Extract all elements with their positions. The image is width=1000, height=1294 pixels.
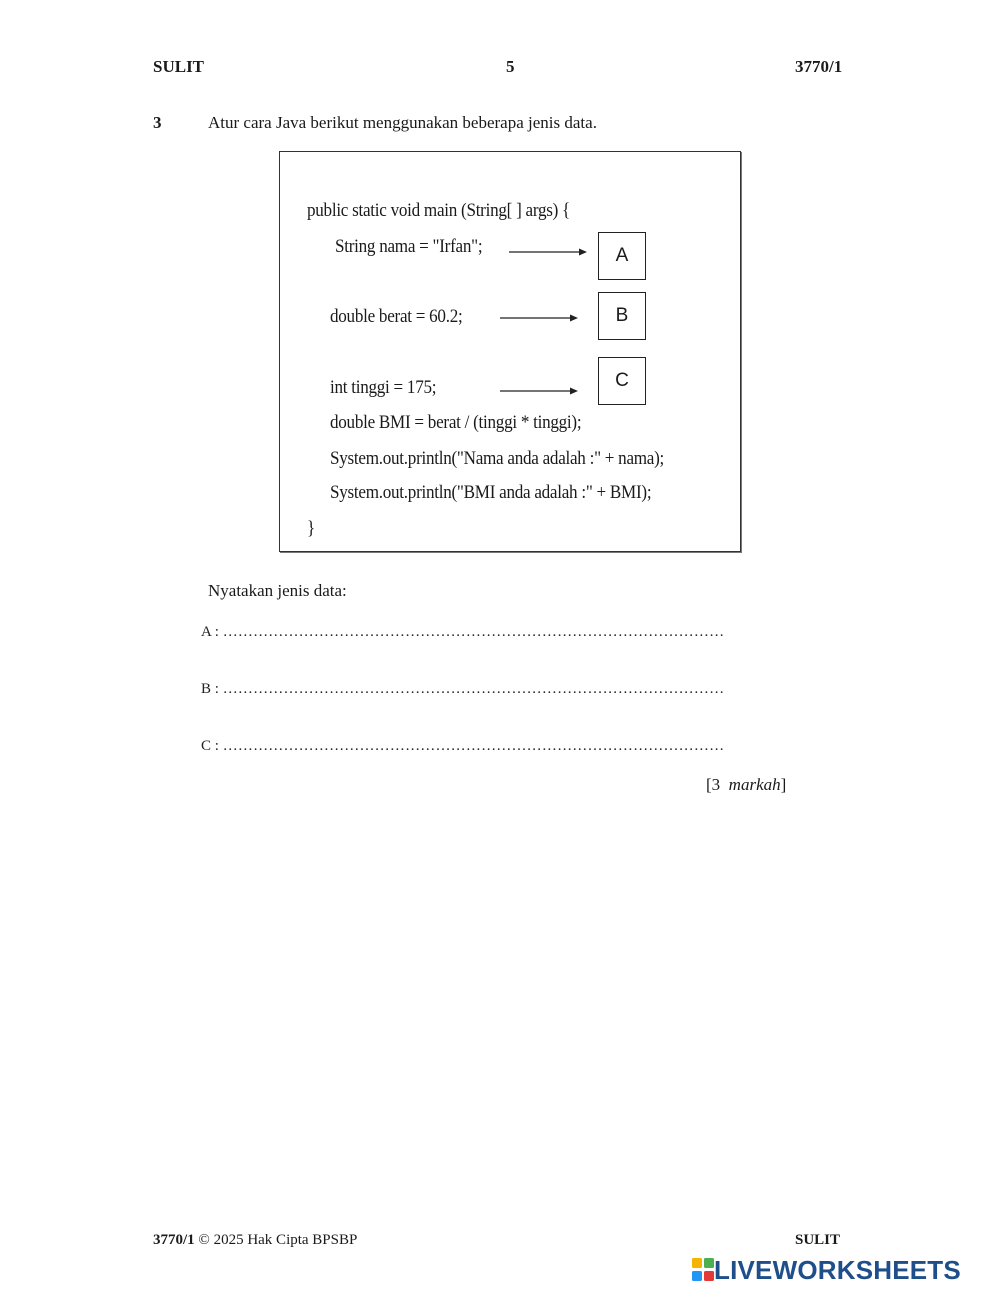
marks-label [706, 775, 786, 795]
liveworksheets-text: LIVEWORKSHEETS [714, 1254, 961, 1285]
marks-word: markah [728, 775, 781, 794]
page-number: 5 [506, 57, 515, 76]
answer-line-b[interactable] [201, 681, 724, 698]
footer-code: 3770/1 [153, 1232, 195, 1248]
box-a: A [598, 232, 646, 280]
code-line-main: public static void main (String[ ] args) { [307, 200, 570, 221]
marks-close: ] [780, 775, 787, 794]
code-line-int: int tinggi = 175; [330, 377, 437, 398]
question-text: Atur cara Java berikut menggunakan beberapa jenis data. [208, 113, 597, 132]
box-c: C [598, 357, 646, 405]
answer-line-c[interactable] [201, 738, 724, 755]
answer-label-a: A : [201, 624, 219, 640]
code-line-print-bmi: System.out.println("BMI anda adalah :" + BMI); [330, 482, 652, 503]
answer-label-b: B : [201, 681, 219, 697]
code-line-string: String nama = "Irfan"; [335, 236, 483, 257]
marks-open: [3 [706, 775, 721, 794]
box-b: B [598, 292, 646, 340]
arrow-to-b [500, 312, 578, 324]
paper-code: 3770/1 [795, 57, 843, 76]
liveworksheets-logo-icon [692, 1258, 714, 1282]
code-line-bmi: double BMI = berat / (tinggi * tinggi); [330, 412, 582, 433]
code-line-print-nama: System.out.println("Nama anda adalah :" + nama); [330, 448, 665, 469]
arrow-to-a [509, 246, 587, 258]
code-figure [279, 151, 741, 552]
footer-copyright [153, 1232, 357, 1249]
instruction: Nyatakan jenis data: [208, 581, 347, 600]
answer-dots-b: ……………………………………………………………………………………… [222, 681, 725, 697]
arrow-to-c [500, 385, 578, 397]
answer-dots-a: ……………………………………………………………………………………… [222, 624, 725, 640]
footer-copyright-text: © 2025 Hak Cipta BPSBP [198, 1232, 358, 1248]
code-line-close-brace: } [307, 518, 315, 539]
question-number: 3 [153, 113, 162, 132]
liveworksheets-logo[interactable] [692, 1256, 961, 1284]
answer-dots-c: ……………………………………………………………………………………… [222, 738, 725, 754]
footer-sulit: SULIT [795, 1232, 841, 1248]
answer-label-c: C : [201, 738, 219, 754]
answer-line-a[interactable] [201, 624, 724, 641]
header-sulit: SULIT [153, 57, 205, 76]
code-line-double: double berat = 60.2; [330, 306, 463, 327]
